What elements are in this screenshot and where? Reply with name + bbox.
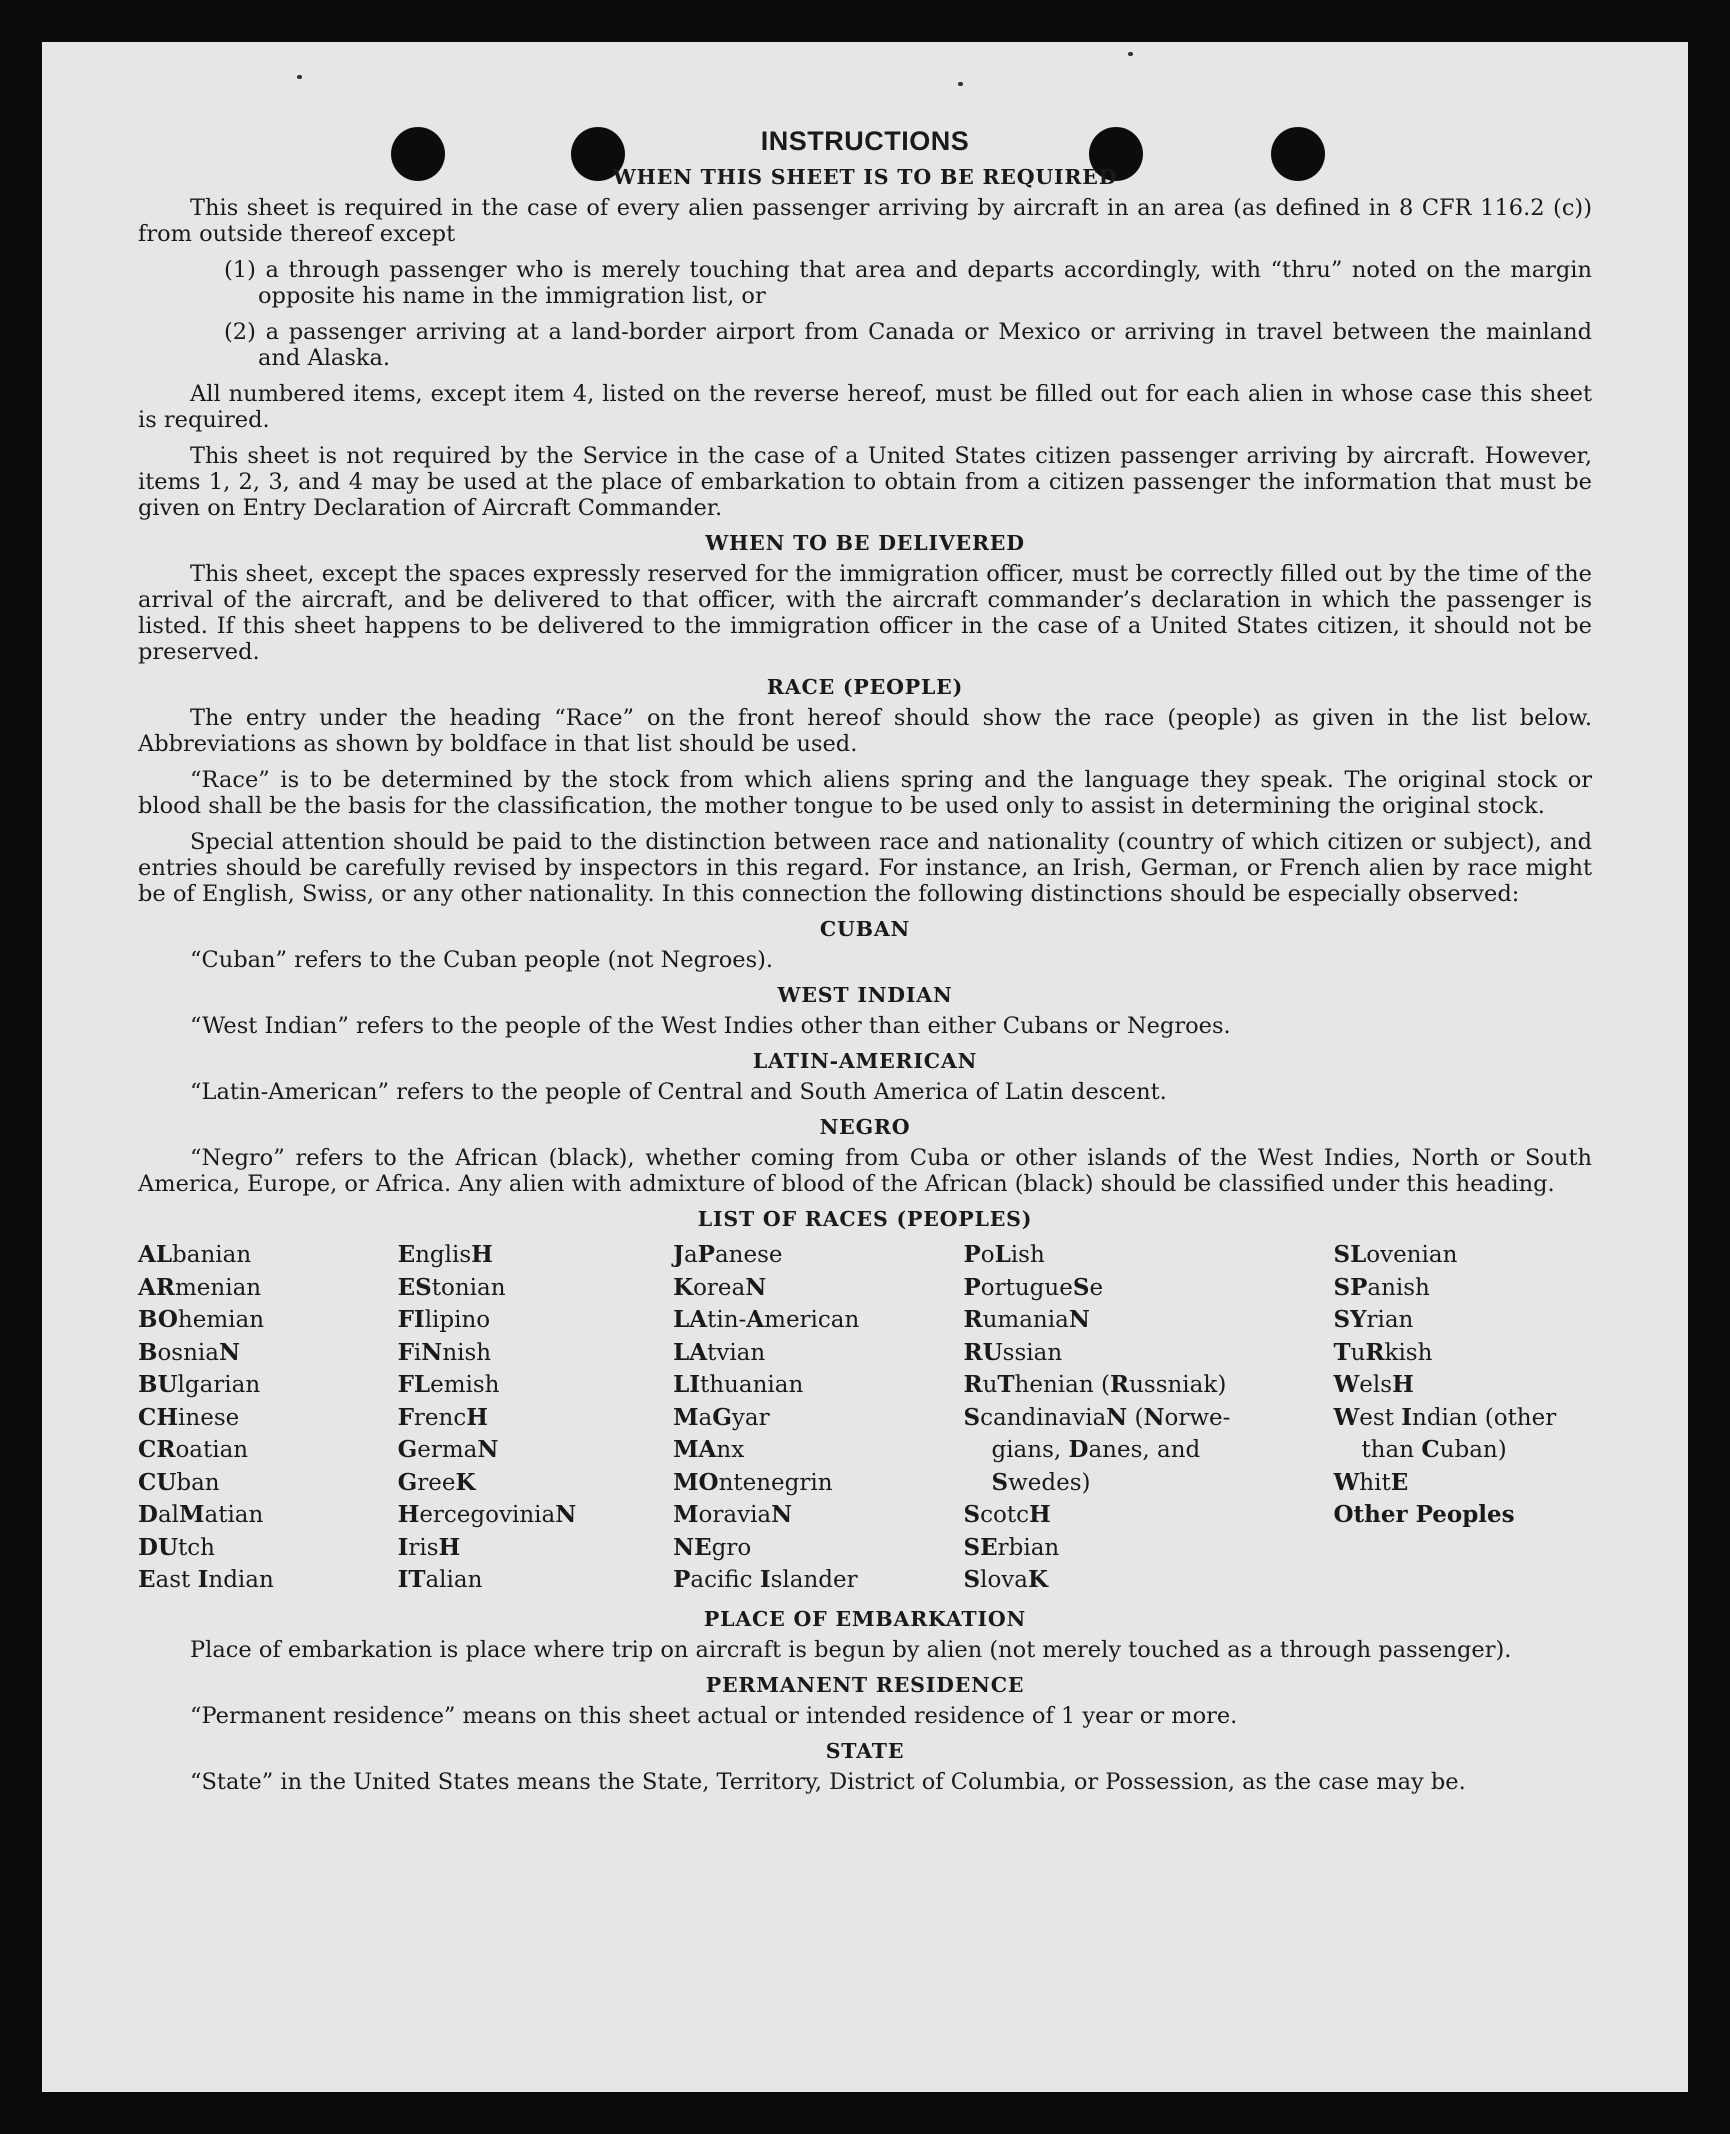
race-entry: ScotcH	[963, 1501, 1051, 1528]
race-entry: MOntenegrin	[673, 1468, 833, 1496]
required-paragraph: This sheet is required in the case of every alien passenger arriving by aircraft in an area (as defined in 8 CFR 116.2 (c)) from outside thereof except	[138, 195, 1592, 247]
race-entry: ScandinaviaN (Norwe-	[963, 1403, 1231, 1431]
race-entry: EStonian	[397, 1273, 506, 1301]
race-entry: FLemish	[397, 1371, 500, 1398]
race-entry: SLovenian	[1333, 1241, 1458, 1268]
race-entry: CHinese	[138, 1403, 240, 1431]
citizen-paragraph: This sheet is not required by the Service in the case of a United States citizen passenger arriving by aircraft. However, items 1, 2, 3, and 4 may be used at the place of embarkation to obtain from a citizen passenger the information that must be given on Entry Declaration of Aircraft Commander.	[138, 443, 1592, 521]
west-indian-definition: “West Indian” refers to the people of the West Indies other than either Cubans or Negroes.	[190, 1013, 1231, 1039]
race-entry: West Indian (other	[1333, 1403, 1557, 1431]
exception-item-2: (2) a passenger arriving at a land-border airport from Canada or Mexico or arriving in travel between the mainland and Alaska.	[224, 319, 1592, 371]
race-entry: SErbian	[963, 1533, 1060, 1561]
race-entry: GreeK	[397, 1468, 476, 1496]
section-heading-required: WHEN THIS SHEET IS TO BE REQUIRED	[612, 165, 1118, 189]
race-column-4	[963, 1239, 1333, 1597]
race-entry: WelsH	[1333, 1371, 1414, 1398]
race-entry: MAnx	[673, 1436, 745, 1463]
speck	[1128, 52, 1133, 56]
race-entry: BosniaN	[138, 1338, 241, 1366]
state-definition: “State” in the United States means the State, Territory, District of Columbia, or Possession, as the case may be.	[190, 1768, 1466, 1795]
section-heading-race: RACE (PEOPLE)	[766, 675, 964, 699]
race-entry: Other Peoples	[1333, 1501, 1515, 1528]
document-page	[42, 42, 1688, 2092]
section-heading-state: STATE	[825, 1738, 905, 1763]
race-entry: SYrian	[1333, 1306, 1414, 1333]
race-entry: KoreaN	[673, 1273, 767, 1301]
race-paragraph-1: The entry under the heading “Race” on the front hereof should show the race (people) as given in the list below. Abbreviations as shown by boldface in that list should be used.	[138, 705, 1592, 757]
race-entry: WhitE	[1333, 1468, 1409, 1496]
race-entry: FiNnish	[397, 1338, 492, 1366]
race-entry: RUssian	[963, 1338, 1063, 1366]
race-entry: IrisH	[397, 1533, 461, 1561]
race-entry: EnglisH	[397, 1241, 493, 1268]
race-column-2	[398, 1239, 673, 1597]
race-entry: LIthuanian	[673, 1371, 804, 1398]
race-entry: SlovaK	[963, 1566, 1049, 1593]
race-entry: NEgro	[673, 1533, 752, 1561]
race-entry: FIlipino	[397, 1306, 491, 1333]
section-heading-latin-american: LATIN-AMERICAN	[752, 1049, 978, 1073]
race-entry: BUlgarian	[138, 1371, 261, 1398]
page-title: INSTRUCTIONS	[760, 126, 970, 156]
race-entry: LAtvian	[673, 1338, 766, 1366]
race-entry: RuThenian (Russniak)	[963, 1371, 1227, 1398]
list-of-races-heading: LIST OF RACES (PEOPLES)	[697, 1207, 1033, 1231]
instructions-content	[138, 112, 1592, 1805]
speck	[958, 82, 963, 86]
race-entry: ITalian	[397, 1566, 483, 1593]
section-heading-embarkation: PLACE OF EMBARKATION	[703, 1606, 1027, 1631]
section-heading-negro: NEGRO	[819, 1115, 911, 1139]
race-entry: BOhemian	[138, 1306, 265, 1333]
cuban-definition: “Cuban” refers to the Cuban people (not Negroes).	[190, 947, 774, 973]
race-entry: CUban	[138, 1468, 220, 1496]
race-paragraph-2: “Race” is to be determined by the stock from which aliens spring and the language they speak. The original stock or blood shall be the basis for the classification, the mother tongue to be used only to assist in determining the original stock.	[138, 767, 1592, 819]
race-entry: RumaniaN	[963, 1306, 1090, 1333]
speck	[297, 75, 302, 79]
race-column-3	[673, 1239, 963, 1597]
delivered-paragraph: This sheet, except the spaces expressly reserved for the immigration officer, must be correctly filled out by the time of the arrival of the aircraft, and be delivered to that officer, with the aircraft commander’s declaration in which the passenger is listed. If this sheet happens to be delivered to the immigration officer in the case of a United States citizen, it should not be preserved.	[138, 561, 1592, 665]
section-heading-cuban: CUBAN	[819, 917, 911, 941]
latin-american-definition: “Latin-American” refers to the people of Central and South America of Latin descent.	[190, 1079, 1167, 1105]
residence-definition: “Permanent residence” means on this sheet actual or intended residence of 1 year or more.	[190, 1702, 1238, 1729]
race-paragraph-3: Special attention should be paid to the distinction between race and nationality (country of which citizen or subject), and entries should be carefully revised by inspectors in this regard. For instance, an Irish, German, or French alien by race might be of English, Swiss, or any other nationality. In this connection the following distinctions should be especially observed:	[138, 829, 1592, 907]
race-entry: PoLish	[963, 1241, 1045, 1268]
race-entry: East Indian	[138, 1566, 274, 1593]
race-entry: PortugueSe	[963, 1273, 1104, 1301]
race-list	[138, 1239, 1592, 1597]
race-entry: MaGyar	[673, 1403, 770, 1431]
race-entry: Pacific Islander	[673, 1566, 858, 1593]
race-entry: JaPanese	[673, 1241, 783, 1268]
numbered-items-paragraph: All numbered items, except item 4, listed on the reverse hereof, must be filled out for each alien in whose case this sheet is required.	[138, 381, 1592, 433]
race-entry: ARmenian	[138, 1273, 262, 1301]
exception-item-1: (1) a through passenger who is merely touching that area and departs accordingly, with “thru” noted on the margin opposite his name in the immigration list, or	[224, 257, 1592, 309]
race-entry: gians, Danes, and	[991, 1436, 1201, 1463]
embarkation-definition: Place of embarkation is place where trip on aircraft is begun by alien (not merely touched as a through passenger).	[190, 1636, 1512, 1663]
race-entry: ALbanian	[138, 1241, 252, 1268]
race-entry: DUtch	[138, 1533, 215, 1561]
section-heading-residence: PERMANENT RESIDENCE	[705, 1672, 1025, 1697]
race-entry: HercegoviniaN	[397, 1501, 577, 1528]
race-entry: DalMatian	[138, 1501, 264, 1528]
race-entry: FrencH	[397, 1403, 488, 1431]
race-entry: LAtin-American	[673, 1306, 860, 1333]
race-entry: SPanish	[1333, 1273, 1430, 1301]
negro-definition: “Negro” refers to the African (black), whether coming from Cuba or other islands of the West Indies, North or South America, Europe, or Africa. Any alien with admixture of blood of the African (black) should be classified under this heading.	[138, 1145, 1592, 1197]
section-heading-delivered: WHEN TO BE DELIVERED	[705, 531, 1025, 555]
race-entry: CRoatian	[138, 1436, 249, 1463]
race-entry: GermaN	[397, 1436, 499, 1463]
race-entry: TuRkish	[1333, 1338, 1433, 1366]
race-entry: than Cuban)	[1361, 1436, 1507, 1463]
race-column-5	[1333, 1239, 1592, 1597]
race-entry: MoraviaN	[673, 1501, 793, 1528]
section-heading-west-indian: WEST INDIAN	[777, 983, 953, 1007]
race-column-1	[138, 1239, 398, 1597]
race-entry: Swedes)	[991, 1468, 1091, 1496]
